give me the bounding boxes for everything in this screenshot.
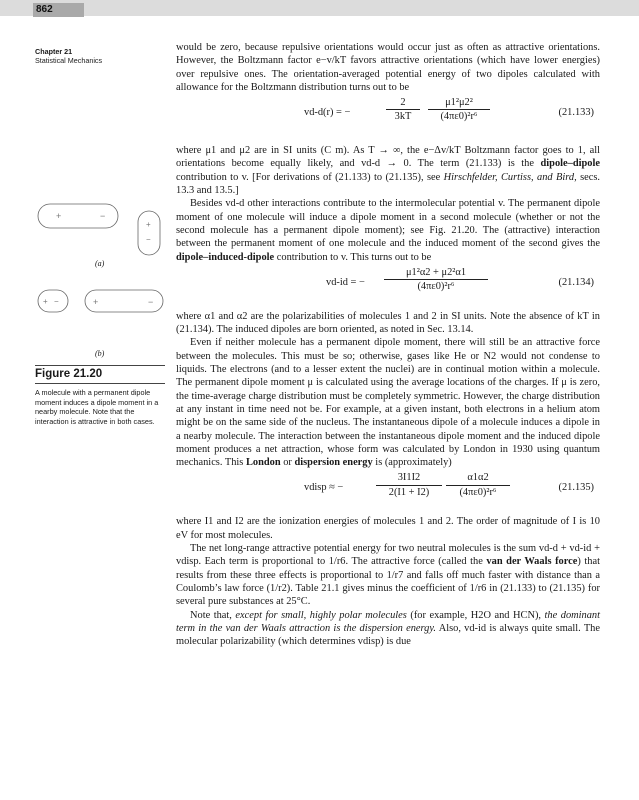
paragraph: [176, 542, 600, 608]
page-number: 862: [33, 3, 84, 17]
p7-text-2: ) that results from these three effects is proportional to 1/r7 and falls off much faster with distance than a Coulomb’s law force (1/r2). Table 21.1 gives minus the coefficient of 1/r6 in (21.133) to (21.135) for several pure substances at 25°C.: [176, 556, 601, 608]
charge-a1-plus: +: [56, 211, 62, 221]
term-london: London: [245, 457, 281, 469]
p7-text: The net long-range attractive potential energy for two neutral molecules is the sum vd-d + vd-id + vdisp. Each term is proportional to 1/r6. The attractive force (called the: [176, 543, 600, 568]
eq135-frac1: [376, 471, 442, 499]
paragraph: [176, 609, 600, 649]
eq134-den: (4πε0)²r⁶: [417, 281, 455, 293]
eq134-number: (21.134): [558, 276, 594, 288]
p2-text-2: contribution to v. [For derivations of (21.133) to (21.135), see: [176, 171, 441, 183]
term-van-der-waals-force: van der Waals force: [486, 556, 578, 568]
eq135-frac2: [446, 471, 510, 499]
molecule-a1: [38, 204, 118, 228]
charge-b2-plus: +: [93, 297, 99, 307]
equation-21-133: [176, 94, 600, 144]
term-dispersion-energy: dispersion energy: [294, 457, 373, 469]
eq135-number: (21.135): [558, 482, 594, 494]
eq133-frac1: [386, 96, 420, 124]
paragraph: [176, 197, 600, 263]
charge-a1-minus: −: [100, 211, 106, 221]
equation-21-134: [176, 264, 600, 310]
figure-label-a: (a): [95, 259, 105, 268]
eq133-frac1-den: 3kT: [394, 111, 412, 123]
equation-21-135: [176, 469, 600, 515]
paragraph: where I1 and I2 are the ionization energies of molecules 1 and 2. The order of magnitude of I is 10 eV for most molecules.: [176, 516, 600, 541]
p8-text-2: (for example, H2O and HCN),: [406, 609, 545, 621]
paragraph: [176, 336, 600, 469]
p8-italic: except for small, highly polar molecules: [235, 609, 407, 621]
chapter-title: Statistical Mechanics: [35, 56, 103, 65]
eq134-frac: [384, 266, 488, 294]
dipole-figure: [35, 195, 167, 345]
figure-rule: [35, 365, 165, 366]
chapter-number: Chapter 21: [35, 47, 73, 56]
eq135-frac2-den: (4πε0)²r⁶: [459, 486, 497, 498]
eq135-lhs: vdisp ≈ −: [304, 482, 344, 494]
page-header-bar: [0, 0, 639, 16]
p8-text-3: Also, vd-id is always quite small. The molecular polarizability (which determines vdisp) is due: [176, 622, 600, 648]
eq135-frac1-den: 2(I1 + I2): [388, 486, 430, 498]
p3-text-2: contribution to v. This turns out to be: [274, 251, 432, 263]
figure-caption: A molecule with a permanent dipole moment induces a dipole moment in a nearby molecule. Note that the interaction is attractive in both cases.: [35, 388, 159, 426]
eq133-lhs: vd-d(r) = −: [304, 107, 351, 119]
p5-text-3: is (approximately): [372, 457, 452, 469]
p2-text: where μ1 and μ2 are in SI units (C m). As T → ∞, the e−Δv/kT Boltzmann factor goes to 1, all orientations become equally likely, and vd-d → 0. The term (21.133) is the: [176, 145, 600, 170]
charge-b1-minus: −: [54, 297, 59, 306]
citation: Hirschfelder, Curtiss, and Bird,: [443, 171, 577, 183]
eq135-frac2-num: α1α2: [446, 471, 510, 485]
figure-label-b: (b): [95, 349, 105, 358]
p8-italic-2: the dominant term in the van der Waals attraction is the dispersion energy.: [176, 609, 601, 634]
eq133-frac1-num: 2: [386, 96, 420, 110]
main-text: [176, 41, 600, 648]
paragraph: would be zero, because repulsive orientations would occur just as often as attractive orientations. However, the Boltzmann factor e−v/kT favors attractive orientations (which have lower energies) over repulsive ones. The orientation-averaged potential energy of two dipoles calculated with allowance for the Boltzmann distribution turns out to be: [176, 42, 600, 93]
p8-text: Note that,: [190, 609, 236, 621]
eq135-frac1-num: 3I1I2: [376, 471, 442, 485]
eq133-frac2-den: (4πε0)²r⁶: [440, 111, 478, 123]
p5-text-2: or: [280, 457, 295, 469]
term-dipole-dipole: dipole–dipole: [540, 158, 600, 170]
chapter-label: [35, 47, 102, 65]
eq133-frac2-num: μ1²μ2²: [428, 96, 490, 110]
charge-a2-plus: +: [146, 220, 151, 229]
p5-text: Even if neither molecule has a permanent dipole moment, there will still be an attractive force between the molecules. This must be so; otherwise, gases like He or N2 would not condense to liquids. The electrons (and to a lesser extent the nuclei) are in continual motion within a molecule. The permanent dipole moment μ is calculated using the average locations of the charges. If μ is zero, the time-average charge distribution must be completely symmetric. However, the charge distribution at any instant in time need not be. For example, at a given instant, both electrons in a helium atom might be on the same side of the nucleus. The instantaneous dipole of a molecule induces a dipole in a nearby molecule. The interaction between the instantaneous dipole moment and the induced dipole moment produces a net attraction, whose form was calculated by London in 1930 using quantum mechanics. This: [176, 337, 600, 469]
paragraph: [176, 144, 600, 197]
figure-title-rule: [35, 383, 165, 384]
charge-b2-minus: −: [148, 297, 154, 307]
term-dipole-induced-dipole: dipole–induced-dipole: [176, 251, 275, 263]
p3-text: Besides vd-d other interactions contribute to the intermolecular potential v. The permanent dipole moment of one molecule will induce a dipole moment in a second molecule (whether or not the second molecule has a permanent dipole moment); see Fig. 21.20. The (attractive) interaction between the permanent moment of one molecule and the induced moment of the second gives the: [176, 198, 600, 250]
molecule-a2: [138, 211, 160, 255]
eq133-number: (21.133): [558, 107, 594, 119]
eq134-num: μ1²α2 + μ2²α1: [384, 266, 488, 280]
p2-text-3: secs. 13.3 and 13.5.]: [176, 171, 600, 197]
eq133-frac2: [428, 96, 490, 124]
charge-b1-plus: +: [43, 297, 48, 306]
figure-title: Figure 21.20: [35, 368, 103, 380]
eq134-lhs: vd-id = −: [326, 276, 365, 288]
charge-a2-minus: −: [146, 235, 151, 244]
paragraph: where α1 and α2 are the polarizabilities of molecules 1 and 2 in SI units. Note the absence of kT in (21.134). The induced dipoles are born oriented, as noted in Sec. 13.14.: [176, 310, 600, 336]
